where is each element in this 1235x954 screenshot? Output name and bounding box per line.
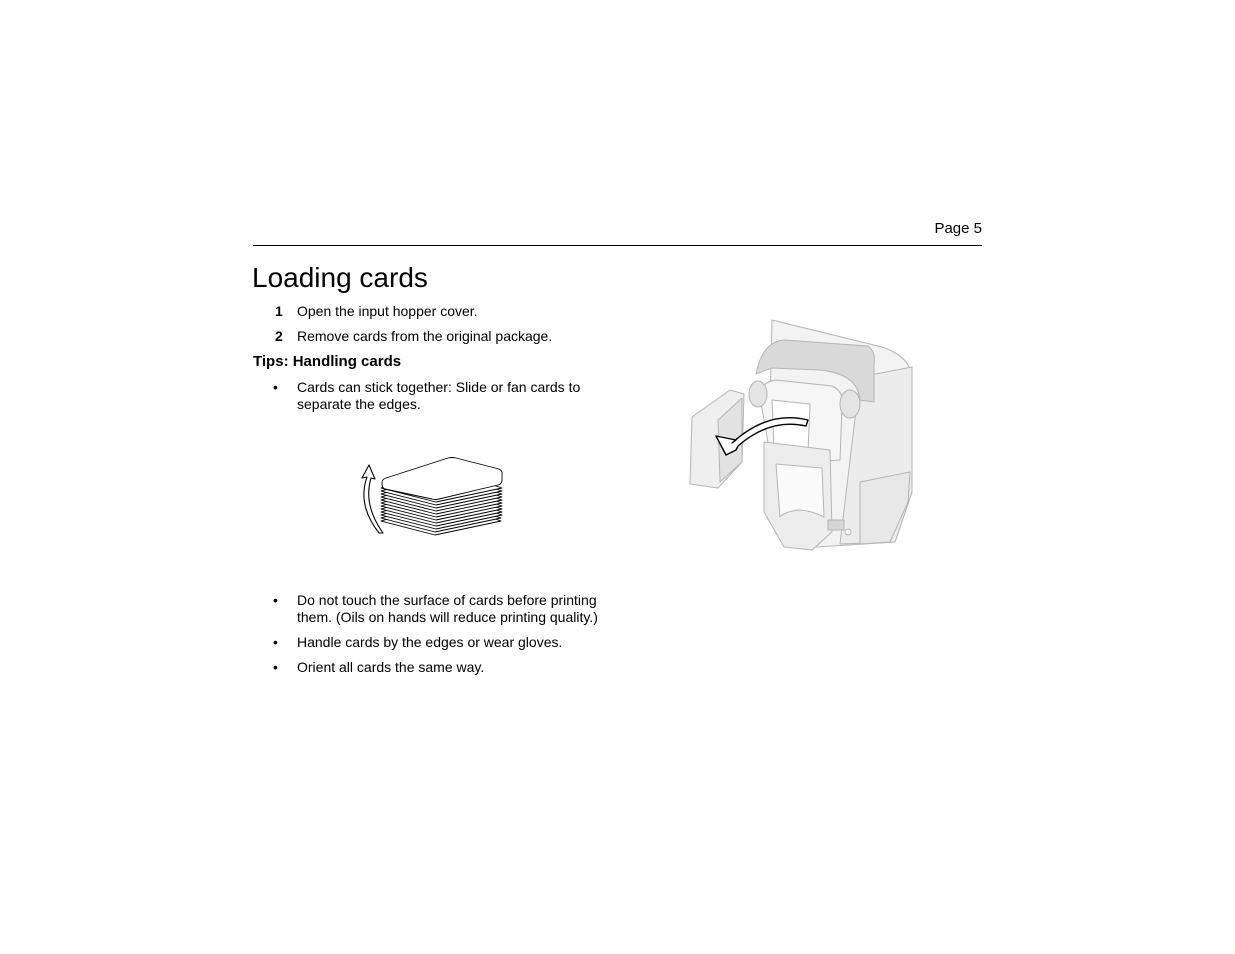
bullet-icon: • bbox=[273, 592, 278, 608]
tip-text: Do not touch the surface of cards before printing them. (Oils on hands will reduce printing quality.) bbox=[297, 592, 598, 625]
tip-text: Handle cards by the edges or wear gloves. bbox=[297, 634, 563, 650]
curved-arrow-icon bbox=[362, 465, 383, 533]
bullet-icon: • bbox=[273, 379, 278, 395]
step-text: Remove cards from the original package. bbox=[297, 328, 553, 344]
page-title: Loading cards bbox=[252, 262, 428, 293]
step-text: Open the input hopper cover. bbox=[297, 303, 478, 319]
header-rule bbox=[253, 245, 982, 246]
printer-illustration bbox=[680, 312, 925, 557]
tip-text: Orient all cards the same way. bbox=[297, 659, 485, 675]
bullet-icon: • bbox=[273, 659, 278, 675]
step-number: 2 bbox=[275, 328, 283, 344]
tip-text: Cards can stick together: Slide or fan cards to separate the edges. bbox=[297, 379, 581, 412]
bullet-icon: • bbox=[273, 634, 278, 650]
step-number: 1 bbox=[275, 303, 283, 319]
fanned-cards-illustration bbox=[345, 445, 515, 545]
page-number: Page 5 bbox=[934, 220, 982, 237]
tips-heading: Tips: Handling cards bbox=[253, 353, 402, 370]
